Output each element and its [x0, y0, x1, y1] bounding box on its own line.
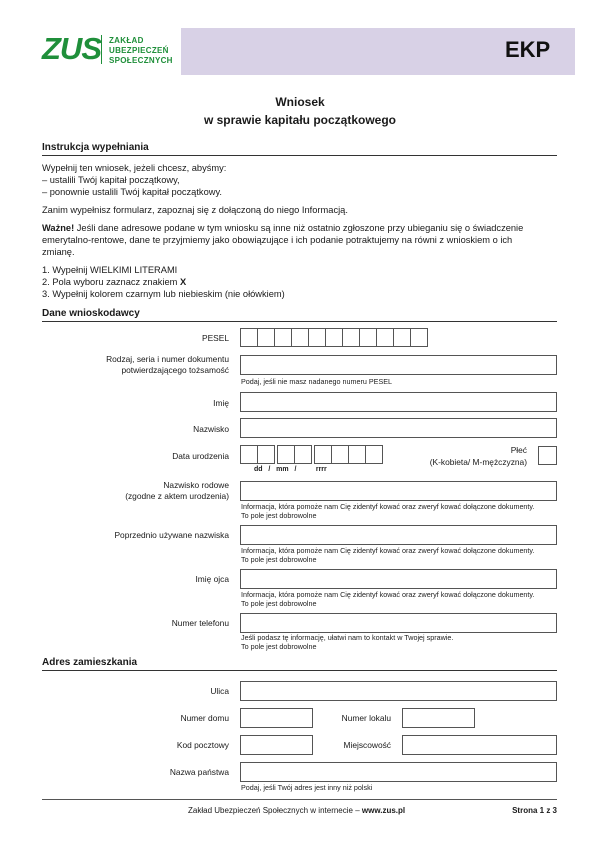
last-name-field[interactable] — [240, 418, 557, 438]
pesel-digit-cell[interactable] — [359, 328, 377, 347]
sex-label: Płeć (K-kobieta/ M-mężczyzna) — [429, 445, 527, 467]
logo-wordmark — [109, 36, 173, 66]
important-text: emerytalno-rentowe, dane te przyjmiemy jako obowiązujące i ich podanie potraktujemy na równi z wnioskiem o ich — [42, 235, 513, 245]
country-field[interactable] — [240, 762, 557, 782]
city-label: Miejscowość — [343, 740, 391, 750]
logo-line-2: UBEZPIECZEŃ — [109, 46, 169, 55]
x-mark: X — [179, 277, 187, 287]
date-cell[interactable] — [294, 445, 312, 464]
date-cell[interactable] — [277, 445, 295, 464]
pesel-digit-cell[interactable] — [325, 328, 343, 347]
pesel-label: PESEL — [201, 333, 229, 343]
pesel-digit-cell[interactable] — [410, 328, 428, 347]
street-label: Ulica — [210, 686, 229, 696]
date-cell[interactable] — [314, 445, 332, 464]
postcode-field[interactable] — [240, 735, 313, 755]
applicant-heading: Dane wnioskodawcy — [42, 308, 557, 322]
date-cell[interactable] — [240, 445, 258, 464]
footer-text: Zakład Ubezpieczeń Społecznych w internecie – www.zus.pl — [188, 806, 406, 815]
pesel-field[interactable] — [240, 328, 427, 347]
pesel-digit-cell[interactable] — [240, 328, 258, 347]
postcode-label: Kod pocztowy — [176, 740, 229, 750]
page-number: Strona 1 z 3 — [512, 806, 557, 815]
previous-names-label: Poprzednio używane nazwiska — [114, 530, 229, 540]
date-format-hint: dd / mm / rrrr — [254, 466, 327, 473]
instructions-line: – ponownie ustalili Twój kapitał początkowy. — [42, 187, 223, 197]
house-number-label: Numer domu — [180, 713, 229, 723]
footer-link[interactable]: www.zus.pl — [361, 806, 406, 815]
form-title: Wniosek — [275, 95, 325, 109]
street-field[interactable] — [240, 681, 557, 701]
id-document-label: Rodzaj, seria i numer dokumentu potwierdzającego tożsamość — [106, 354, 229, 375]
instructions-line: Wypełnij ten wniosek, jeżeli chcesz, abyśmy: — [42, 163, 227, 173]
father-name-field[interactable] — [240, 569, 557, 589]
pesel-digit-cell[interactable] — [291, 328, 309, 347]
pesel-digit-cell[interactable] — [257, 328, 275, 347]
phone-hint: Jeśli podasz tę informację, ułatwi nam to kontakt w Twojej sprawie. To pole jest dobrowolne — [241, 633, 454, 651]
important-label: Ważne! — [42, 223, 75, 233]
instructions-heading: Instrukcja wypełniania — [42, 142, 557, 156]
id-document-field[interactable] — [240, 355, 557, 375]
maiden-name-label: Nazwisko rodowe (zgodne z aktem urodzenia) — [125, 480, 229, 501]
instructions-info-note: Zanim wypełnisz formularz, zapoznaj się z dołączoną do niego Informacją. — [42, 205, 348, 215]
id-document-hint: Podaj, jeśli nie masz nadanego numeru PESEL — [241, 377, 393, 386]
form-code: EKP — [505, 37, 551, 62]
pesel-digit-cell[interactable] — [393, 328, 411, 347]
footer-divider — [42, 799, 557, 800]
instructions-line: – ustalili Twój kapitał początkowy, — [42, 175, 180, 185]
instructions-list-item: 3. Wypełnij kolorem czarnym lub niebieskim (nie ołówkiem) — [42, 289, 285, 299]
first-name-field[interactable] — [240, 392, 557, 412]
form-subtitle: w sprawie kapitału początkowego — [203, 113, 397, 127]
instructions-list — [42, 264, 557, 300]
maiden-name-field[interactable] — [240, 481, 557, 501]
date-cell[interactable] — [348, 445, 366, 464]
previous-names-field[interactable] — [240, 525, 557, 545]
date-cell[interactable] — [331, 445, 349, 464]
house-number-field[interactable] — [240, 708, 313, 728]
birth-date-field[interactable] — [240, 445, 382, 464]
logo-line-3: SPOŁECZNYCH — [109, 56, 173, 65]
date-cell[interactable] — [365, 445, 383, 464]
important-text: zmianę. — [42, 247, 75, 257]
father-name-label: Imię ojca — [195, 574, 229, 584]
pesel-digit-cell[interactable] — [376, 328, 394, 347]
instructions-intro — [42, 162, 557, 198]
flat-number-label: Numer lokalu — [341, 713, 391, 723]
instructions-list-item: 1. Wypełnij WIELKIMI LITERAMI — [42, 265, 178, 275]
address-heading: Adres zamieszkania — [42, 657, 557, 671]
pesel-digit-cell[interactable] — [308, 328, 326, 347]
maiden-name-hint: Informacja, która pomoże nam Cię zidentyf kować oraz zweryf kować dołączone dokumenty. To pole jest dobrowolne — [241, 502, 535, 520]
first-name-label: Imię — [213, 398, 229, 408]
pesel-digit-cell[interactable] — [342, 328, 360, 347]
logo-line-1: ZAKŁAD — [109, 36, 144, 45]
zus-logo: ZUS — [42, 31, 101, 66]
previous-names-hint: Informacja, która pomoże nam Cię zidentyf kować oraz zweryf kować dołączone dokumenty. To pole jest dobrowolne — [241, 546, 535, 564]
flat-number-field[interactable] — [402, 708, 475, 728]
father-name-hint: Informacja, która pomoże nam Cię zidentyf kować oraz zweryf kować dołączone dokumenty. To pole jest dobrowolne — [241, 590, 535, 608]
birth-date-label: Data urodzenia — [172, 451, 229, 461]
date-cell[interactable] — [257, 445, 275, 464]
pesel-digit-cell[interactable] — [274, 328, 292, 347]
important-text: Jeśli dane adresowe podane w tym wniosku są inne niż ostatnio zgłoszone przy ubieganiu się o świadczenie — [74, 223, 524, 233]
phone-field[interactable] — [240, 613, 557, 633]
logo-divider — [101, 35, 102, 64]
country-label: Nazwa państwa — [169, 767, 229, 777]
instructions-list-item: 2. Pola wyboru zaznacz znakiem X — [42, 277, 187, 287]
instructions-important — [42, 222, 562, 258]
sex-field[interactable] — [538, 446, 557, 465]
city-field[interactable] — [402, 735, 557, 755]
country-hint: Podaj, jeśli Twój adres jest inny niż polski — [241, 783, 373, 792]
phone-label: Numer telefonu — [171, 618, 229, 628]
last-name-label: Nazwisko — [193, 424, 229, 434]
